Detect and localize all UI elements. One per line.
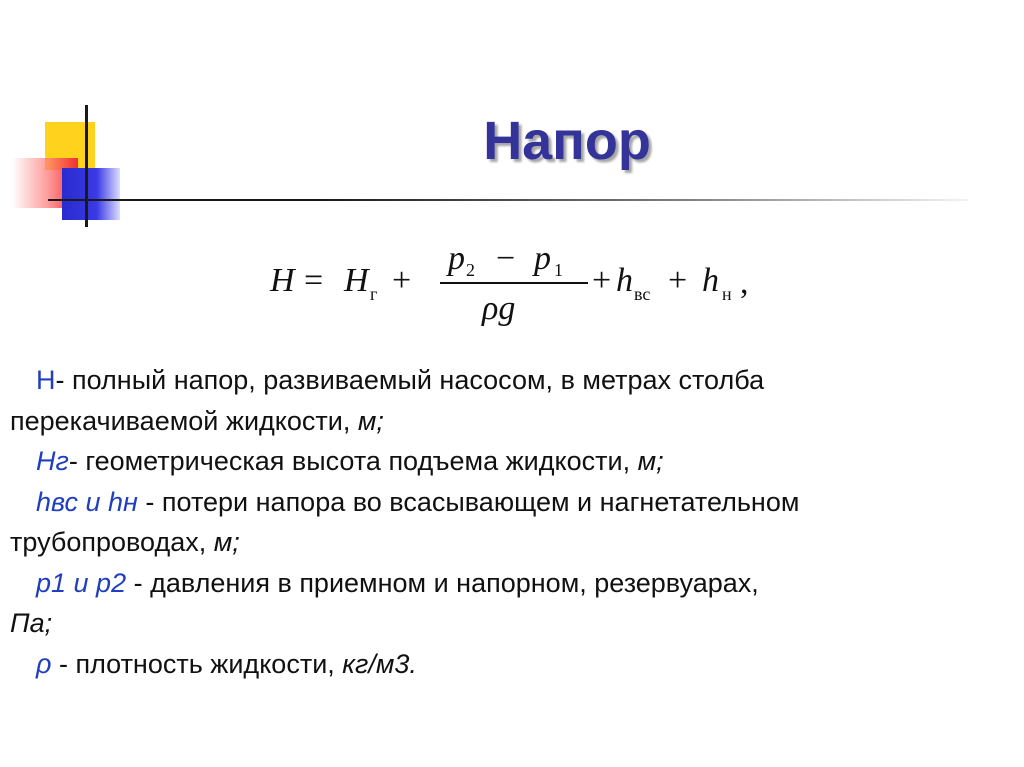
definition-symbol: р1 и р2 [36,567,127,598]
definition-text: перекачиваемой жидкости, [10,405,358,436]
formula-hvs-sub: вс [634,284,651,304]
decor-blue-square [62,168,120,220]
definition-symbol: Нг [36,446,69,476]
formula-fraction-bar [440,282,588,284]
definition-unit: м; [357,405,384,436]
definition-text: - потери напора во всасывающем и нагнетательном [137,486,800,517]
head-formula [270,238,790,338]
formula-comma: , [740,264,749,301]
definition-p [10,563,1010,604]
definition-text: трубопроводах, [10,527,214,557]
definition-text: - полный напор, развиваемый насосом, в метрах столба [55,365,765,395]
definition-symbol: Н [36,365,56,395]
formula-denominator: ρg [482,290,516,327]
definition-text: - давления в приемном и напорном, резервуарах, [126,567,759,598]
formula-plus-3: + [668,262,688,299]
formula-H: H [270,262,295,299]
definition-unit: м; [213,527,240,557]
formula-p2-sub: 2 [466,260,475,280]
definition-unit: Па; [10,608,53,638]
definition-unit: м; [637,446,664,476]
slide-title: Напор [483,111,651,171]
definition-rho [10,644,1010,685]
formula-p2: p [448,240,465,277]
formula-minus: − [496,240,516,277]
definition-text: - плотность жидкости, [51,648,343,679]
formula-plus-1: + [392,262,412,299]
definitions-block [10,360,1010,684]
definition-Hg [10,441,1010,482]
formula-p1-sub: 1 [554,260,563,280]
definition-unit: кг/м3. [342,648,417,679]
definition-H-cont [10,401,1010,442]
definition-symbol: hвс и hн [36,486,138,517]
formula-Hg: H [344,262,369,299]
formula-hn-sub: н [722,284,732,304]
definition-p-cont [10,603,1010,644]
definition-symbol: ρ [36,648,52,679]
formula-Hg-sub: г [370,284,378,304]
definition-h-cont [10,522,1010,563]
formula-hn: h [702,262,719,299]
formula-p1: p [534,240,551,277]
title-underline [48,199,968,201]
formula-hvs: h [616,262,633,299]
definition-H [10,360,1010,401]
definition-text: - геометрическая высота подъема жидкости, [68,446,638,476]
formula-plus-2: + [592,262,612,299]
definition-h [10,482,1010,523]
formula-equals: = [304,262,324,299]
